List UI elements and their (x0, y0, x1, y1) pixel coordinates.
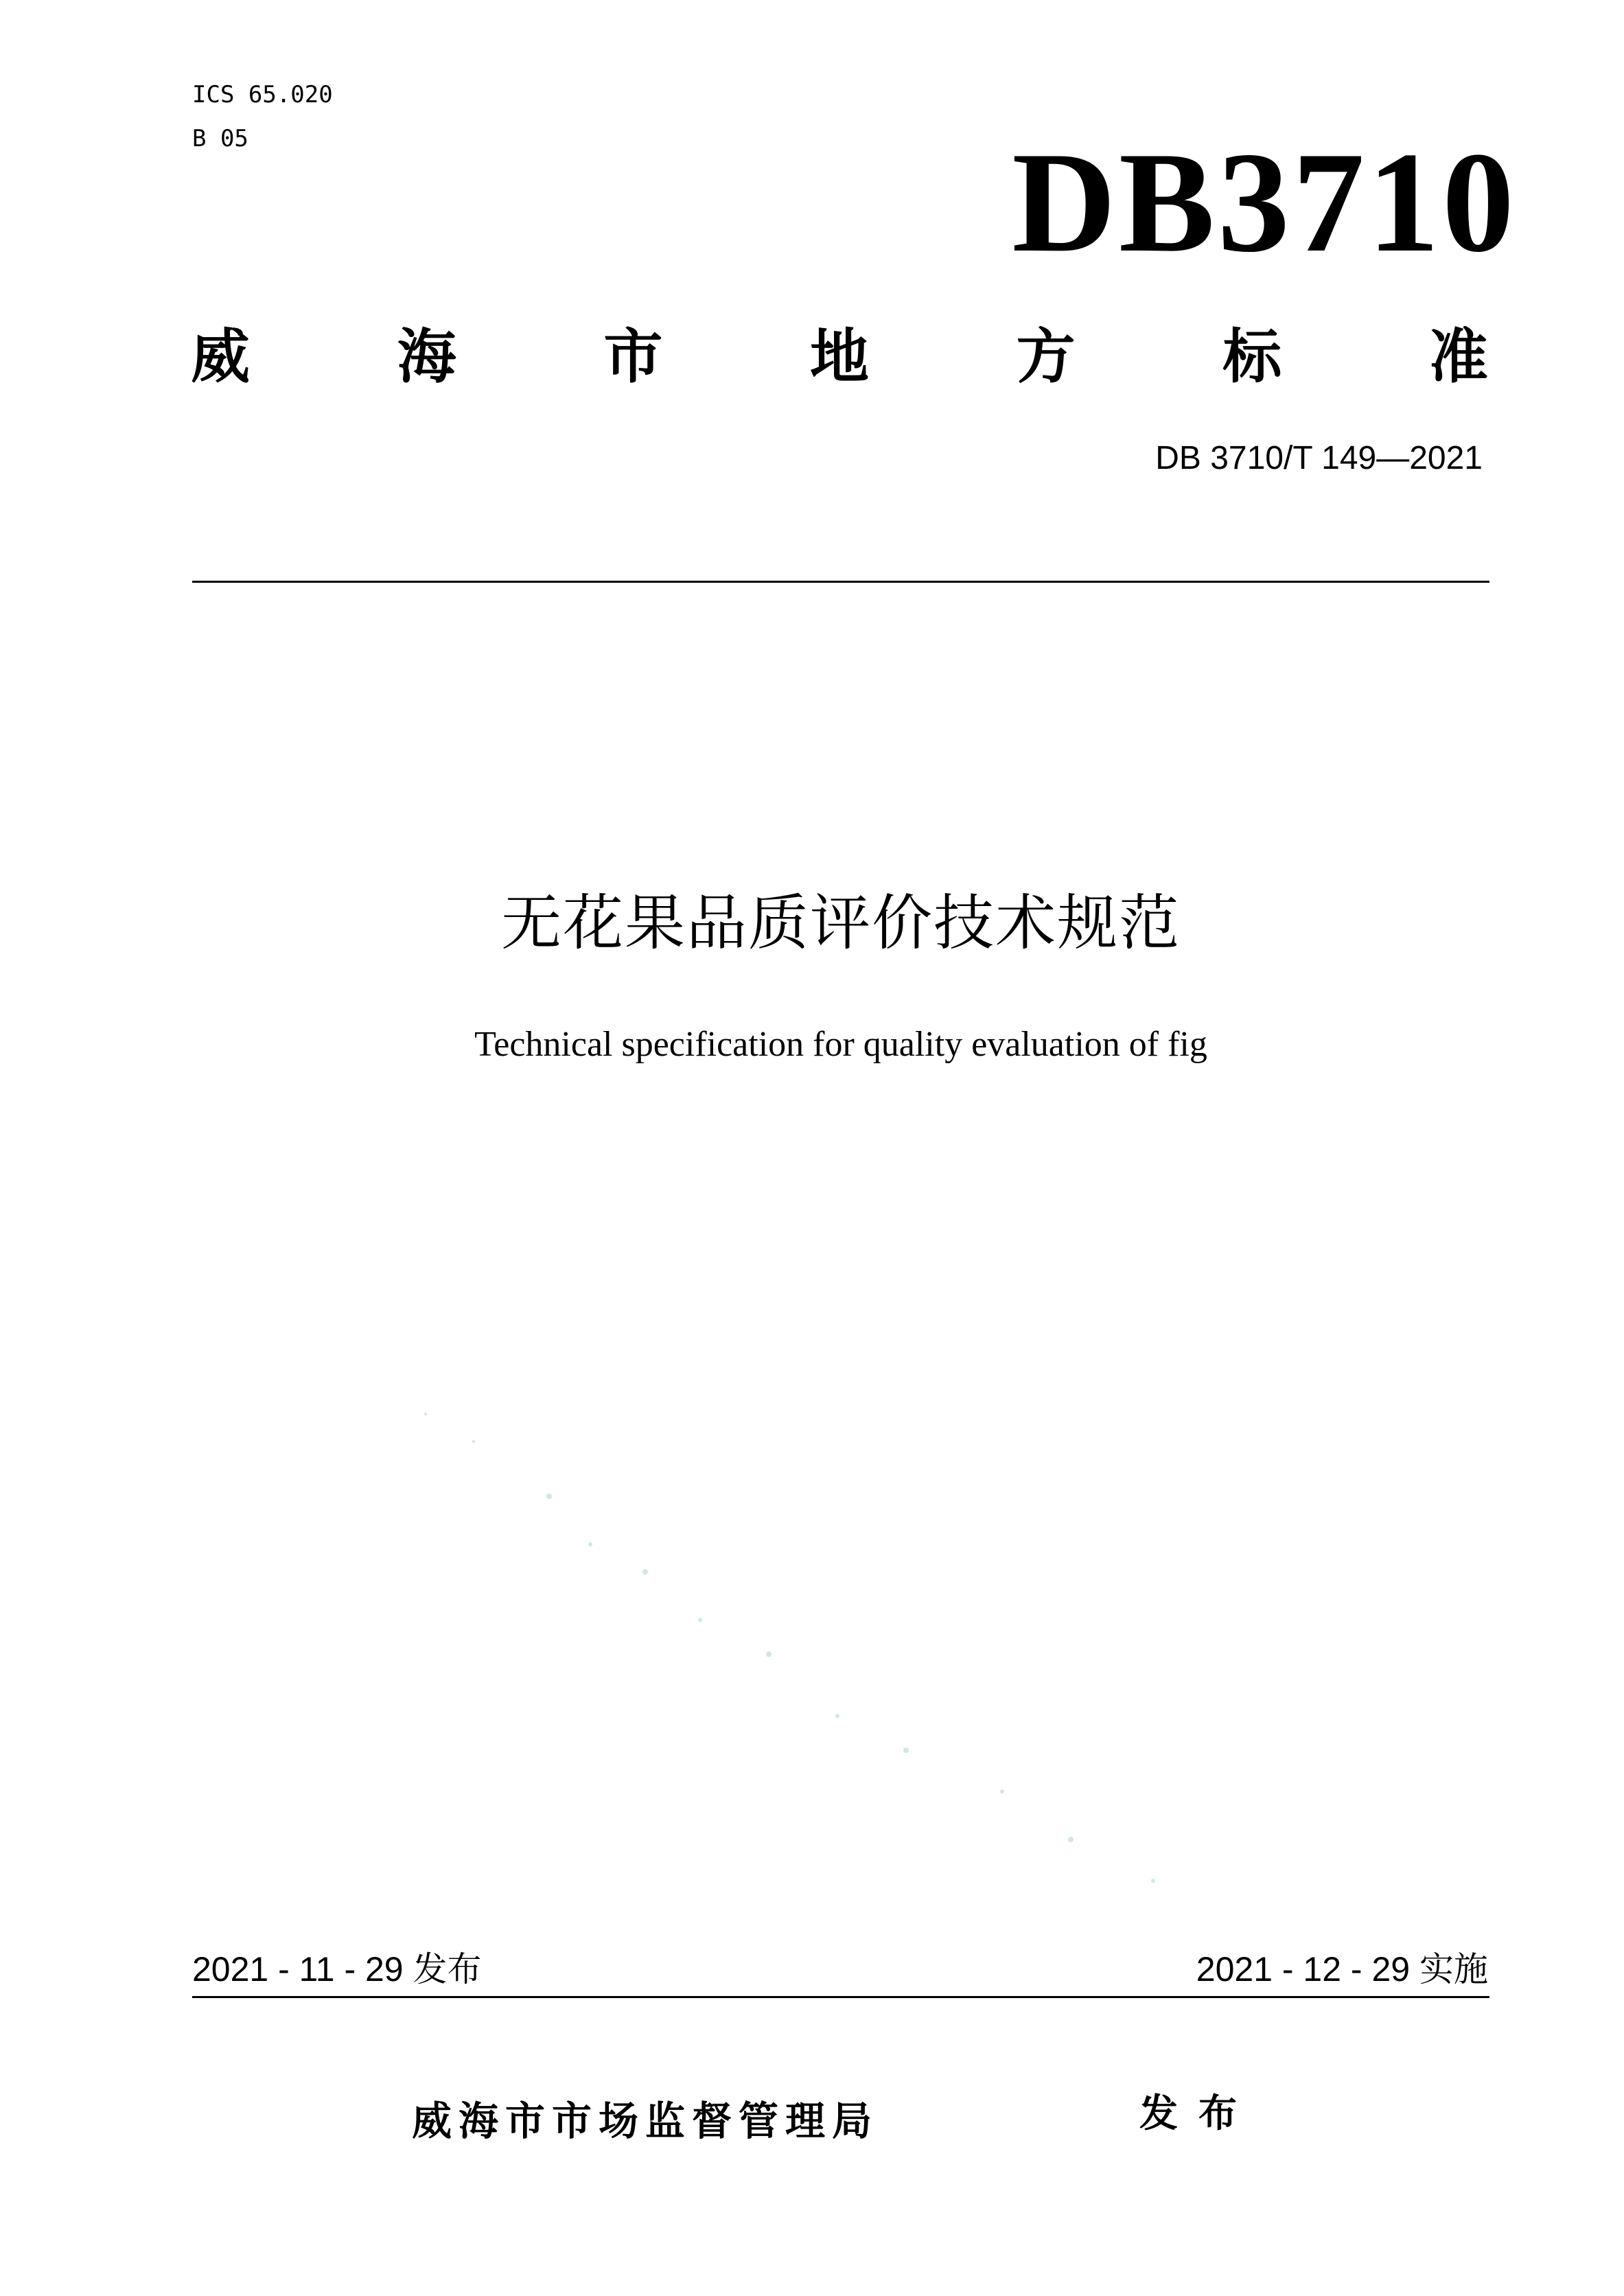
standard-type-char: 标 (1222, 323, 1282, 391)
standard-type-char: 威 (191, 323, 250, 391)
bottom-divider (192, 1996, 1489, 1998)
ccs-code: B 05 (192, 125, 248, 152)
standard-logo: DB3710 (1012, 123, 1517, 282)
standard-type-char: 市 (603, 323, 663, 391)
standard-type-char: 方 (1016, 323, 1076, 391)
implementation-date: 2021 - 12 - 29 实施 (1196, 1950, 1488, 1988)
publish-label: 发布 (1139, 2091, 1257, 2136)
document-title-english: Technical specification for quality evaluation of fig (474, 1025, 1207, 1064)
standard-type-char: 海 (397, 323, 456, 391)
standard-type-heading (191, 323, 1488, 391)
standard-type-char: 地 (809, 323, 869, 391)
ics-code: ICS 65.020 (192, 81, 333, 108)
issue-date: 2021 - 11 - 29 发布 (192, 1950, 482, 1988)
issuing-authority: 威海市市场监督管理局 (412, 2098, 879, 2144)
document-title-chinese: 无花果品质评价技术规范 (500, 888, 1181, 958)
standard-number: DB 3710/T 149—2021 (1155, 440, 1483, 476)
standard-type-char: 准 (1428, 323, 1488, 391)
scan-specks (384, 1359, 1277, 1977)
top-divider (192, 581, 1489, 583)
